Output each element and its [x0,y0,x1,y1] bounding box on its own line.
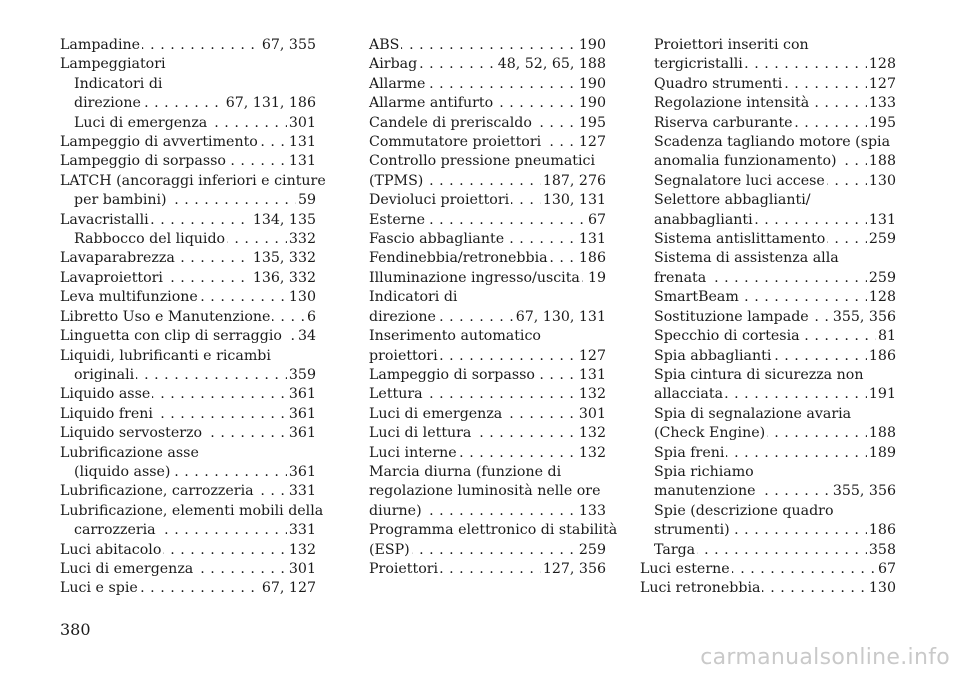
index-entry [640,75,896,94]
index-entry [369,482,606,501]
index-page-ref: 190 [577,36,606,55]
index-term: Luci esterne [640,560,730,577]
index-page-ref: 359 [287,366,316,385]
index-term: Lettura [369,386,423,403]
index-entry [640,579,896,598]
index-entry [640,502,896,521]
index-term: (TPMS) [369,172,424,189]
index-term: Sostituzione lampade [654,308,809,325]
index-term: Leva multifunzione [60,289,198,306]
index-term: Indicatori di [369,289,458,306]
index-entry [640,405,896,424]
index-entry [640,211,896,230]
index-page-ref: 188 [867,152,896,171]
index-entry [369,191,606,210]
index-page-ref: 6 [305,308,316,327]
index-term: (ESP) [369,541,410,558]
index-entry [60,114,316,133]
index-entry [369,55,606,74]
index-entry [640,366,896,385]
index-page-ref: 131 [287,152,316,171]
index-entry [640,482,896,501]
index-page-ref: 132 [577,444,606,463]
index-term: Sistema di assistenza alla [654,250,839,267]
index-entry [640,444,896,463]
index-column-2 [369,36,618,579]
index-term: ABS [369,37,400,53]
index-page-ref: 186 [867,521,896,540]
index-entry [369,269,606,288]
index-entry [640,308,896,327]
index-term: Lampeggiatori [60,56,166,73]
index-page-ref: 67, 130, 131 [514,308,606,327]
index-entry [640,55,896,74]
index-page-ref: 67 [876,560,896,579]
index-term: Luci interne [369,444,457,461]
index-page-ref: 361 [287,424,316,443]
index-entry [369,444,606,463]
index-entry [640,249,896,268]
index-entry [60,94,316,113]
index-page-ref: 132 [577,385,606,404]
index-entry [60,191,316,210]
index-term: Spie (descrizione quadro [654,502,834,519]
index-page-ref: 361 [287,405,316,424]
index-entry [60,541,316,560]
index-page-ref: 361 [287,385,316,404]
index-entry [640,191,896,210]
index-page-ref: 81 [876,327,896,346]
index-entry [369,133,606,152]
index-entry [60,347,316,366]
index-page-ref: 130 [867,579,896,598]
index-entry [369,211,606,230]
index-term: anomalia funzionamento) [654,153,837,170]
index-term: Marcia diurna (funzione di [369,463,562,480]
index-term: Lampeggio di sorpasso [369,366,535,383]
index-entry [369,308,606,327]
index-column-3 [640,36,896,599]
index-entry [640,269,896,288]
index-entry [369,366,606,385]
index-page-ref: 131 [287,133,316,152]
index-term: Fascio abbagliante [369,231,505,248]
index-entry [640,560,896,579]
index-entry [369,385,606,404]
index-term: allacciata [654,386,724,403]
index-page-ref: 131 [577,230,606,249]
index-page-ref: 188 [867,424,896,443]
index-page-ref: 195 [577,114,606,133]
index-entry [640,114,896,133]
index-term: Specchio di cortesia [654,328,800,345]
index-term: Lubrificazione, elementi mobili della [60,502,324,519]
index-column-1 [60,36,326,599]
index-page-ref: 332 [287,230,316,249]
index-term: Lavacristalli [60,211,149,228]
index-term: Spia cintura di sicurezza non [654,366,864,383]
index-page-ref: 189 [867,444,896,463]
index-entry [369,36,606,55]
index-page-ref: 331 [287,521,316,540]
index-entry [369,405,606,424]
index-term: Rabbocco del liquido [74,231,226,248]
index-term: Spia freni [654,444,725,461]
index-term: Lampeggio di sorpasso [60,153,226,170]
index-entry [369,327,606,346]
index-term: Lavaproiettori [60,269,163,286]
index-page-ref: 301 [287,560,316,579]
index-entry [640,385,896,404]
index-page-ref: 361 [287,463,316,482]
index-entry [640,133,896,152]
index-term: Controllo pressione pneumatici [369,153,596,170]
index-entry [640,424,896,443]
index-entry [60,463,316,482]
index-term: per bambini) [74,192,167,209]
index-page-ref: 301 [287,114,316,133]
index-page-ref: 130 [287,288,316,307]
index-page-ref: 127 [867,75,896,94]
index-entry [60,327,316,346]
index-term: Luci di emergenza [60,560,194,577]
index-term: Liquido asse [60,386,151,403]
index-term: Sistema antislittamento [654,231,826,248]
index-entry [369,463,606,482]
index-page-ref: 130, 131 [541,191,606,210]
index-page-ref: 259 [867,230,896,249]
index-page-ref: 190 [577,94,606,113]
index-page-ref: 331 [287,482,316,501]
index-term: Lubrificazione, carrozzeria [60,483,254,500]
page-number: 380 [60,620,91,639]
index-page-ref: 67, 355 [260,36,316,55]
index-term: LATCH (ancoraggi inferiori e cinture [60,172,326,189]
index-page-ref: 259 [577,541,606,560]
index-entry [60,249,316,268]
index-term: Scadenza tagliando motore (spia [654,134,891,151]
index-term: anabbaglianti [654,211,753,228]
index-page-ref: 191 [867,385,896,404]
index-page-ref: 19 [586,269,606,288]
index-term: strumenti) [654,522,730,539]
index-page-ref: 187, 276 [541,172,606,191]
index-entry [369,560,606,579]
index-entry [640,172,896,191]
index-entry [369,521,618,540]
index-page-ref: 301 [577,405,606,424]
index-term: Segnalatore luci accese [654,172,825,189]
index-entry [60,211,316,230]
index-page-ref: 355, 356 [831,308,896,327]
index-term: proiettori [369,347,438,364]
index-entry [60,424,316,443]
index-page-ref: 259 [867,269,896,288]
index-entry [60,75,316,94]
index-entry [60,482,316,501]
index-entry [640,36,896,55]
index-term: Spia richiamo [654,463,754,480]
index-entry [60,405,316,424]
index-page-ref: 132 [287,541,316,560]
index-term: direzione [369,308,436,325]
watermark: carmanualsonline.info [700,645,950,670]
index-term: Lampadine [60,37,141,53]
index-page-ref: 130 [867,172,896,191]
index-term: (liquido asse) [74,463,171,480]
index-term: Illuminazione ingresso/uscita [369,269,580,286]
index-term: Selettore abbaglianti/ [654,192,811,209]
index-entry [640,521,896,540]
index-page-ref: 67, 131, 186 [224,94,316,113]
index-page-ref: 135, 332 [251,249,316,268]
index-term: Luci di emergenza [74,114,208,131]
index-page-ref: 136, 332 [251,269,316,288]
index-entry [369,249,606,268]
index-term: Programma elettronico di stabilità [369,522,618,539]
index-term: Lampeggio di avvertimento [60,134,258,151]
index-term: Airbag [369,56,418,73]
index-entry [369,114,606,133]
index-term: Inserimento automatico [369,328,541,345]
index-term: Allarme [369,75,426,92]
index-page-ref: 127 [577,133,606,152]
index-term: Proiettori [369,560,439,577]
index-entry [640,152,896,171]
index-page-ref: 195 [867,114,896,133]
index-term: Esterne [369,211,426,228]
index-page-ref: 127, 356 [541,560,606,579]
index-term: tergicristalli [654,56,743,73]
index-term: Allarme antifurto [369,95,494,112]
index-entry [369,502,606,521]
index-term: Linguetta con clip di serraggio [60,328,282,345]
index-term: Commutatore proiettori [369,134,542,151]
index-page-ref: 127 [577,347,606,366]
index-page-ref: 134, 135 [251,211,316,230]
index-term: Proiettori inseriti con [654,37,809,53]
index-entry [640,94,896,113]
index-term: Lavaparabrezza [60,250,175,267]
index-page-ref: 186 [867,347,896,366]
index-term: Libretto Uso e Manutenzione [60,308,271,325]
index-entry [60,366,316,385]
index-term: Luci di emergenza [369,405,503,422]
index-page-ref: 67, 127 [260,579,316,598]
index-entry [640,347,896,366]
index-entry [640,288,896,307]
index-page-ref: 48, 52, 65, 188 [496,55,606,74]
index-entry [369,424,606,443]
index-page-ref: 128 [867,55,896,74]
index-page-ref: 59 [296,191,316,210]
index-term: Spia di segnalazione avaria [654,405,852,422]
index-term: Spia abbaglianti [654,347,772,364]
index-entry [640,327,896,346]
index-entry [60,502,324,521]
index-entry [60,308,316,327]
index-page-ref: 131 [867,211,896,230]
index-entry [60,133,316,152]
index-term: Riserva carburante [654,114,793,131]
index-page-ref: 128 [867,288,896,307]
index-term: Luci di lettura [369,425,472,442]
index-entry [60,152,316,171]
index-term: Luci abitacolo [60,541,162,558]
index-page-ref: 67 [586,211,606,230]
index-entry [60,385,316,404]
index-entry [60,55,316,74]
index-entry [369,152,606,171]
index-entry [369,94,606,113]
index-term: frenata [654,269,707,286]
index-term: Candele di preriscaldo [369,114,532,131]
index-entry [60,560,316,579]
index-term: originali [74,366,135,383]
index-term: Devioluci proiettori [369,192,510,209]
index-entry [369,347,606,366]
index-term: regolazione luminosità nelle ore [369,483,601,500]
index-page-ref: 190 [577,75,606,94]
index-term: direzione [74,95,141,112]
index-term: Luci retronebbia [640,580,761,597]
index-page-ref: 355, 356 [831,482,896,501]
index-term: Regolazione intensità [654,95,810,112]
index-entry [60,288,316,307]
index-entry [369,541,606,560]
index-entry [60,579,316,598]
index-term: Liquidi, lubrificanti e ricambi [60,347,271,364]
index-term: manutenzione [654,483,756,500]
index-page-ref: 133 [867,94,896,113]
index-term: Quadro strumenti [654,75,783,92]
index-entry [60,269,316,288]
index-entry [60,36,316,55]
index-entry [60,172,326,191]
index-term: carrozzeria [74,522,156,539]
index-page-ref: 34 [296,327,316,346]
index-page-ref: 133 [577,502,606,521]
index-entry [60,230,316,249]
index-term: diurne) [369,502,422,519]
index-page-ref: 132 [577,424,606,443]
index-entry [369,230,606,249]
index-page-ref: 131 [577,366,606,385]
index-entry [640,541,896,560]
index-entry [369,75,606,94]
index-page-ref: 358 [867,541,896,560]
index-term: Liquido servosterzo [60,425,203,442]
index-entry [640,230,896,249]
index-term: (Check Engine) [654,425,766,442]
index-term: Luci e spie [60,580,138,597]
index-term: Targa [654,541,696,558]
index-term: Indicatori di [74,75,163,92]
index-entry [640,463,896,482]
index-entry [369,172,606,191]
index-term: Fendinebbia/retronebbia [369,250,548,267]
index-page-ref: 186 [577,249,606,268]
index-term: SmartBeam [654,289,739,306]
index-entry [60,521,316,540]
index-entry [60,444,316,463]
index-term: Lubrificazione asse [60,444,199,461]
index-entry [369,288,606,307]
index-term: Liquido freni [60,405,153,422]
